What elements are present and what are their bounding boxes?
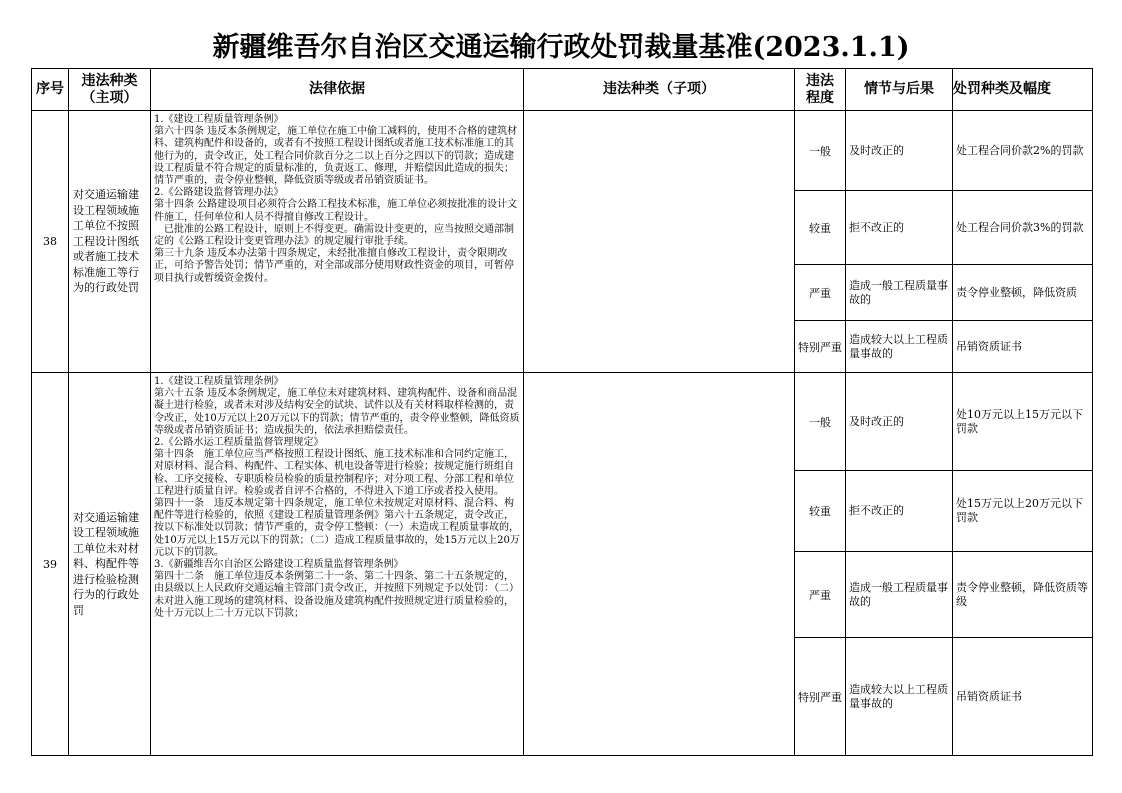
penalty-cell: 责令停业整顿，降低资质 — [953, 265, 1093, 321]
main-type-cell: 对交通运输建设工程领域施工单位未对材料、构配件等进行检验检测行为的行政处罚 — [69, 373, 151, 756]
circumstance-cell: 拒不改正的 — [846, 191, 953, 265]
header-no: 序号 — [32, 69, 69, 111]
header-degree-line1: 违法 — [806, 72, 834, 89]
basis-line: 2.《公路建设监督管理办法》 — [154, 187, 284, 199]
circumstance-cell: 造成一般工程质量事故的 — [846, 552, 953, 638]
page-title: 新疆维吾尔自治区交通运输行政处罚裁量基准(2023.1.1) — [212, 32, 910, 63]
degree-cell: 一般 — [795, 373, 846, 471]
basis-line: 1.《建设工程质量管理条例》 — [154, 114, 284, 125]
row-number: 38 — [32, 111, 69, 373]
legal-basis-cell — [151, 111, 524, 373]
degree-cell: 较重 — [795, 191, 846, 265]
circumstance-cell: 及时改正的 — [846, 111, 953, 191]
circumstance-cell: 拒不改正的 — [846, 471, 953, 552]
circumstance-cell: 造成一般工程质量事故的 — [846, 265, 953, 321]
penalty-cell: 责令停业整顿，降低资质等级 — [953, 552, 1093, 638]
degree-cell: 特别严重 — [795, 638, 846, 756]
header-main-type — [69, 69, 151, 111]
basis-line: 第十四条 公路建设项目必须符合公路工程技术标准，施工单位必须按批准的设计文件施工，任何单位和人员不得擅自修改工程设计。 — [154, 199, 518, 223]
header-degree-line2: 程度 — [806, 89, 834, 106]
penalty-standards-table — [31, 68, 1093, 756]
legal-basis-cell — [151, 373, 524, 756]
header-sub-type: 违法种类（子项） — [524, 69, 795, 111]
basis-line: 第四十二条 施工单位违反本条例第二十一条、第二十四条、第二十五条规定的，由县级以上人民政府交通运输主管部门责令改正，并按照下列规定予以处罚：（二）未对进入施工现场的建筑材料、设备设施及建筑构配件按照规定进行质量检验的，处十万元以上二十万元以下罚款； — [154, 571, 519, 619]
basis-line: 第六十四条 违反本条例规定，施工单位在施工中偷工减料的，使用不合格的建筑材料、建筑构配件和设备的，或者有不按照工程设计图纸或者施工技术标准施工的其他行为的，责令改正，处工程合同价款百分之二以上百分之四以下的罚款；造成建设工程质量不符合规定的质量标准的，负责返工、修理，并赔偿因此造成的损失；情节严重的，责令停业整顿，降低资质等级或者吊销资质证书。 — [154, 126, 518, 187]
sub-type-cell — [524, 111, 795, 373]
sub-type-cell — [524, 373, 795, 756]
basis-line: 第十四条 施工单位应当严格按照工程设计图纸、施工技术标准和合同约定施工，对原材料、混合料、构配件、工程实体、机电设备等进行检验；按规定施行班组自检、工序交接检、专职质检员检验的质量控制程序；对分项工程、分部工程和单位工程进行质量自评。检验或者自评不合格的，不得进入下道工序或者投入使用。 — [154, 449, 514, 497]
degree-cell: 严重 — [795, 552, 846, 638]
degree-cell: 特别严重 — [795, 321, 846, 373]
header-degree — [795, 69, 846, 111]
penalty-cell: 吊销资质证书 — [953, 638, 1093, 756]
header-basis: 法律依据 — [151, 69, 524, 111]
header-main-type-line1: 违法种类 — [81, 72, 138, 89]
header-main-type-line2: （主项） — [81, 89, 138, 106]
table-row — [32, 373, 1093, 471]
degree-cell: 较重 — [795, 471, 846, 552]
header-penalty: 处罚种类及幅度 — [953, 69, 1093, 111]
penalty-cell: 处工程合同价款2%的罚款 — [953, 111, 1093, 191]
circumstance-cell: 及时改正的 — [846, 373, 953, 471]
degree-cell: 一般 — [795, 111, 846, 191]
penalty-cell: 吊销资质证书 — [953, 321, 1093, 373]
basis-line: 第四十一条 违反本规定第十四条规定，施工单位未按规定对原材料、混合料、构配件等进行检验的，依照《建设工程质量管理条例》第六十五条规定，责令改正，按以下标准处以罚款；情节严重的，责令停工整顿：（一）未造成工程质量事故的，处10万元以上15万元以下的罚款；（二）造成工程质量事故的，处15万元以上20万元以下的罚款。 — [154, 498, 520, 558]
table-header-row — [32, 69, 1093, 111]
degree-cell: 严重 — [795, 265, 846, 321]
main-type-cell: 对交通运输建设工程领域施工单位不按照工程设计图纸或者施工技术标准施工等行为的行政处罚 — [69, 111, 151, 373]
basis-line: 第三十九条 违反本办法第十四条规定，未经批准擅自修改工程设计，责令限期改正，可给予警告处罚；情节严重的，对全部或部分使用财政性资金的项目，可暂停项目执行或暂缓资金拨付。 — [154, 248, 514, 284]
basis-line: 3.《新疆维吾尔自治区公路建设工程质量监督管理条例》 — [154, 559, 404, 571]
basis-line: 2.《公路水运工程质量监督管理规定》 — [154, 437, 324, 449]
row-number: 39 — [32, 373, 69, 756]
basis-line: 已批准的公路工程设计，原则上不得变更。确需设计变更的，应当按照交通部制定的《公路工程设计变更管理办法》的规定履行审批手续。 — [154, 223, 514, 248]
header-circumstance: 情节与后果 — [846, 69, 953, 111]
circumstance-cell: 造成较大以上工程质量事故的 — [846, 638, 953, 756]
table-row — [32, 111, 1093, 191]
penalty-cell: 处10万元以上15万元以下罚款 — [953, 373, 1093, 471]
penalty-cell: 处15万元以上20万元以下罚款 — [953, 471, 1093, 552]
circumstance-cell: 造成较大以上工程质量事故的 — [846, 321, 953, 373]
basis-line: 第六十五条 违反本条例规定，施工单位未对建筑材料、建筑构配件、设备和商品混凝土进行检验，或者未对涉及结构安全的试块、试件以及有关材料取样检测的，责令改正，处10万元以上20万元以下的罚款；情节严重的，责令停业整顿，降低资质等级或者吊销资质证书；造成损失的，依法承担赔偿责任。 — [154, 388, 520, 436]
basis-line: 1.《建设工程质量管理条例》 — [154, 376, 284, 387]
penalty-cell: 处工程合同价款3%的罚款 — [953, 191, 1093, 265]
